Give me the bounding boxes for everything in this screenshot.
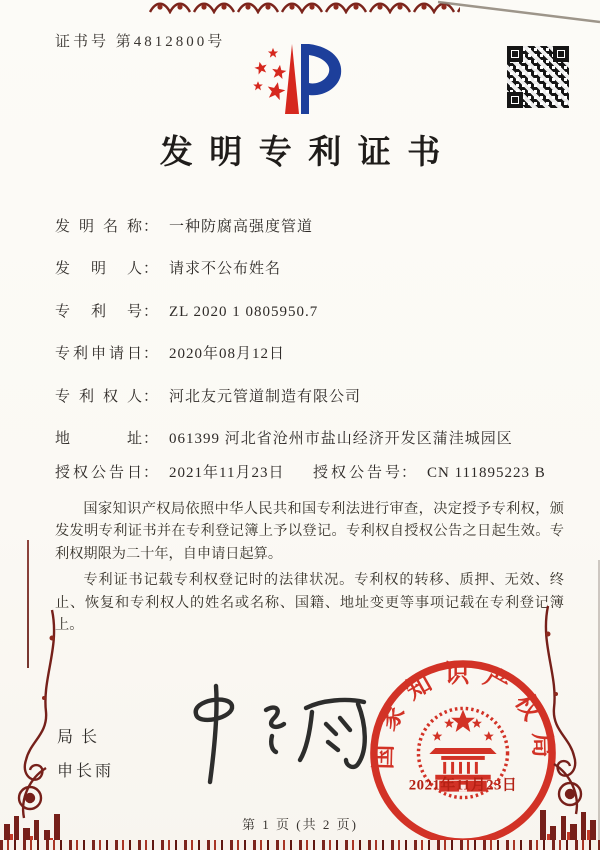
seal-ring-text: 国家知识产权局 bbox=[370, 660, 556, 770]
field-label: 发明人 bbox=[55, 261, 143, 277]
field-value: 2020年08月12日 bbox=[169, 346, 286, 362]
field-colon: ： bbox=[143, 219, 160, 235]
qr-finder-icon bbox=[507, 92, 523, 108]
field-value: ZL 2020 1 0805950.7 bbox=[169, 304, 319, 320]
field-row-grant bbox=[55, 461, 546, 482]
field-colon: ： bbox=[143, 465, 160, 481]
bottom-right-ornament-icon bbox=[530, 600, 600, 850]
field-label: 发明名称 bbox=[55, 219, 143, 235]
field-value: 061399 河北省沧州市盐山经济开发区蒲洼城园区 bbox=[169, 431, 513, 447]
field-value: 河北友元管道制造有限公司 bbox=[169, 389, 362, 405]
legal-paragraph-1: 国家知识产权局依照中华人民共和国专利法进行审查，决定授予专利权，颁发发明专利证书并在专利登记簿上予以登记。专利权自授权公告之日起生效。专利权期限为二十年，自申请日起算。 bbox=[55, 501, 564, 562]
grant-number-value: CN 111895223 B bbox=[427, 465, 546, 481]
page-number: 第 1 页 (共 2 页) bbox=[242, 817, 358, 832]
field-colon: ： bbox=[143, 346, 160, 362]
field-row-patent-number bbox=[55, 300, 318, 321]
field-row-inventor bbox=[55, 257, 281, 278]
field-label: 授权公告日 bbox=[55, 465, 143, 481]
field-value: 一种防腐高强度管道 bbox=[169, 219, 314, 235]
top-border-ornament-icon bbox=[148, 0, 460, 14]
field-label: 地址 bbox=[55, 431, 143, 447]
field-row-patentee bbox=[55, 385, 361, 406]
legal-text-block bbox=[55, 498, 564, 641]
field-label: 专利申请日 bbox=[55, 346, 143, 362]
field-colon: ： bbox=[401, 465, 418, 481]
field-row-invention-name bbox=[55, 215, 313, 236]
commissioner-name: 申长雨 bbox=[57, 763, 115, 780]
qr-code-icon bbox=[507, 46, 569, 108]
field-row-filing-date bbox=[55, 342, 285, 363]
field-label: 专利权人 bbox=[55, 389, 143, 405]
field-label: 专利号 bbox=[55, 304, 143, 320]
certificate-title: 发明专利证书 bbox=[159, 135, 457, 171]
qr-finder-icon bbox=[507, 46, 523, 62]
grant-date-value: 2021年11月23日 bbox=[169, 465, 285, 481]
bottom-border-strip bbox=[0, 840, 600, 850]
commissioner-title: 局长 bbox=[57, 729, 106, 746]
photo-edge-line bbox=[430, 0, 600, 26]
handwritten-signature-icon bbox=[168, 680, 378, 788]
field-colon: ： bbox=[143, 261, 160, 277]
field-row-address bbox=[55, 427, 513, 448]
cnipa-patent-logo-icon bbox=[248, 38, 344, 126]
legal-paragraph-2: 专利证书记载专利权登记时的法律状况。专利权的转移、质押、无效、终止、恢复和专利权人的姓名或名称、国籍、地址变更等事项记载在专利登记簿上。 bbox=[55, 572, 564, 634]
qr-finder-icon bbox=[553, 46, 569, 62]
grant-number-group bbox=[313, 461, 546, 482]
field-colon: ： bbox=[143, 304, 160, 320]
field-colon: ： bbox=[143, 431, 160, 447]
seal-date-text: 2021年11月23日 bbox=[408, 777, 518, 794]
certificate-number: 证书号 第4812800号 bbox=[55, 34, 226, 50]
field-value: 请求不公布姓名 bbox=[169, 261, 282, 277]
field-colon: ： bbox=[143, 389, 160, 405]
field-label: 授权公告号 bbox=[313, 465, 401, 481]
